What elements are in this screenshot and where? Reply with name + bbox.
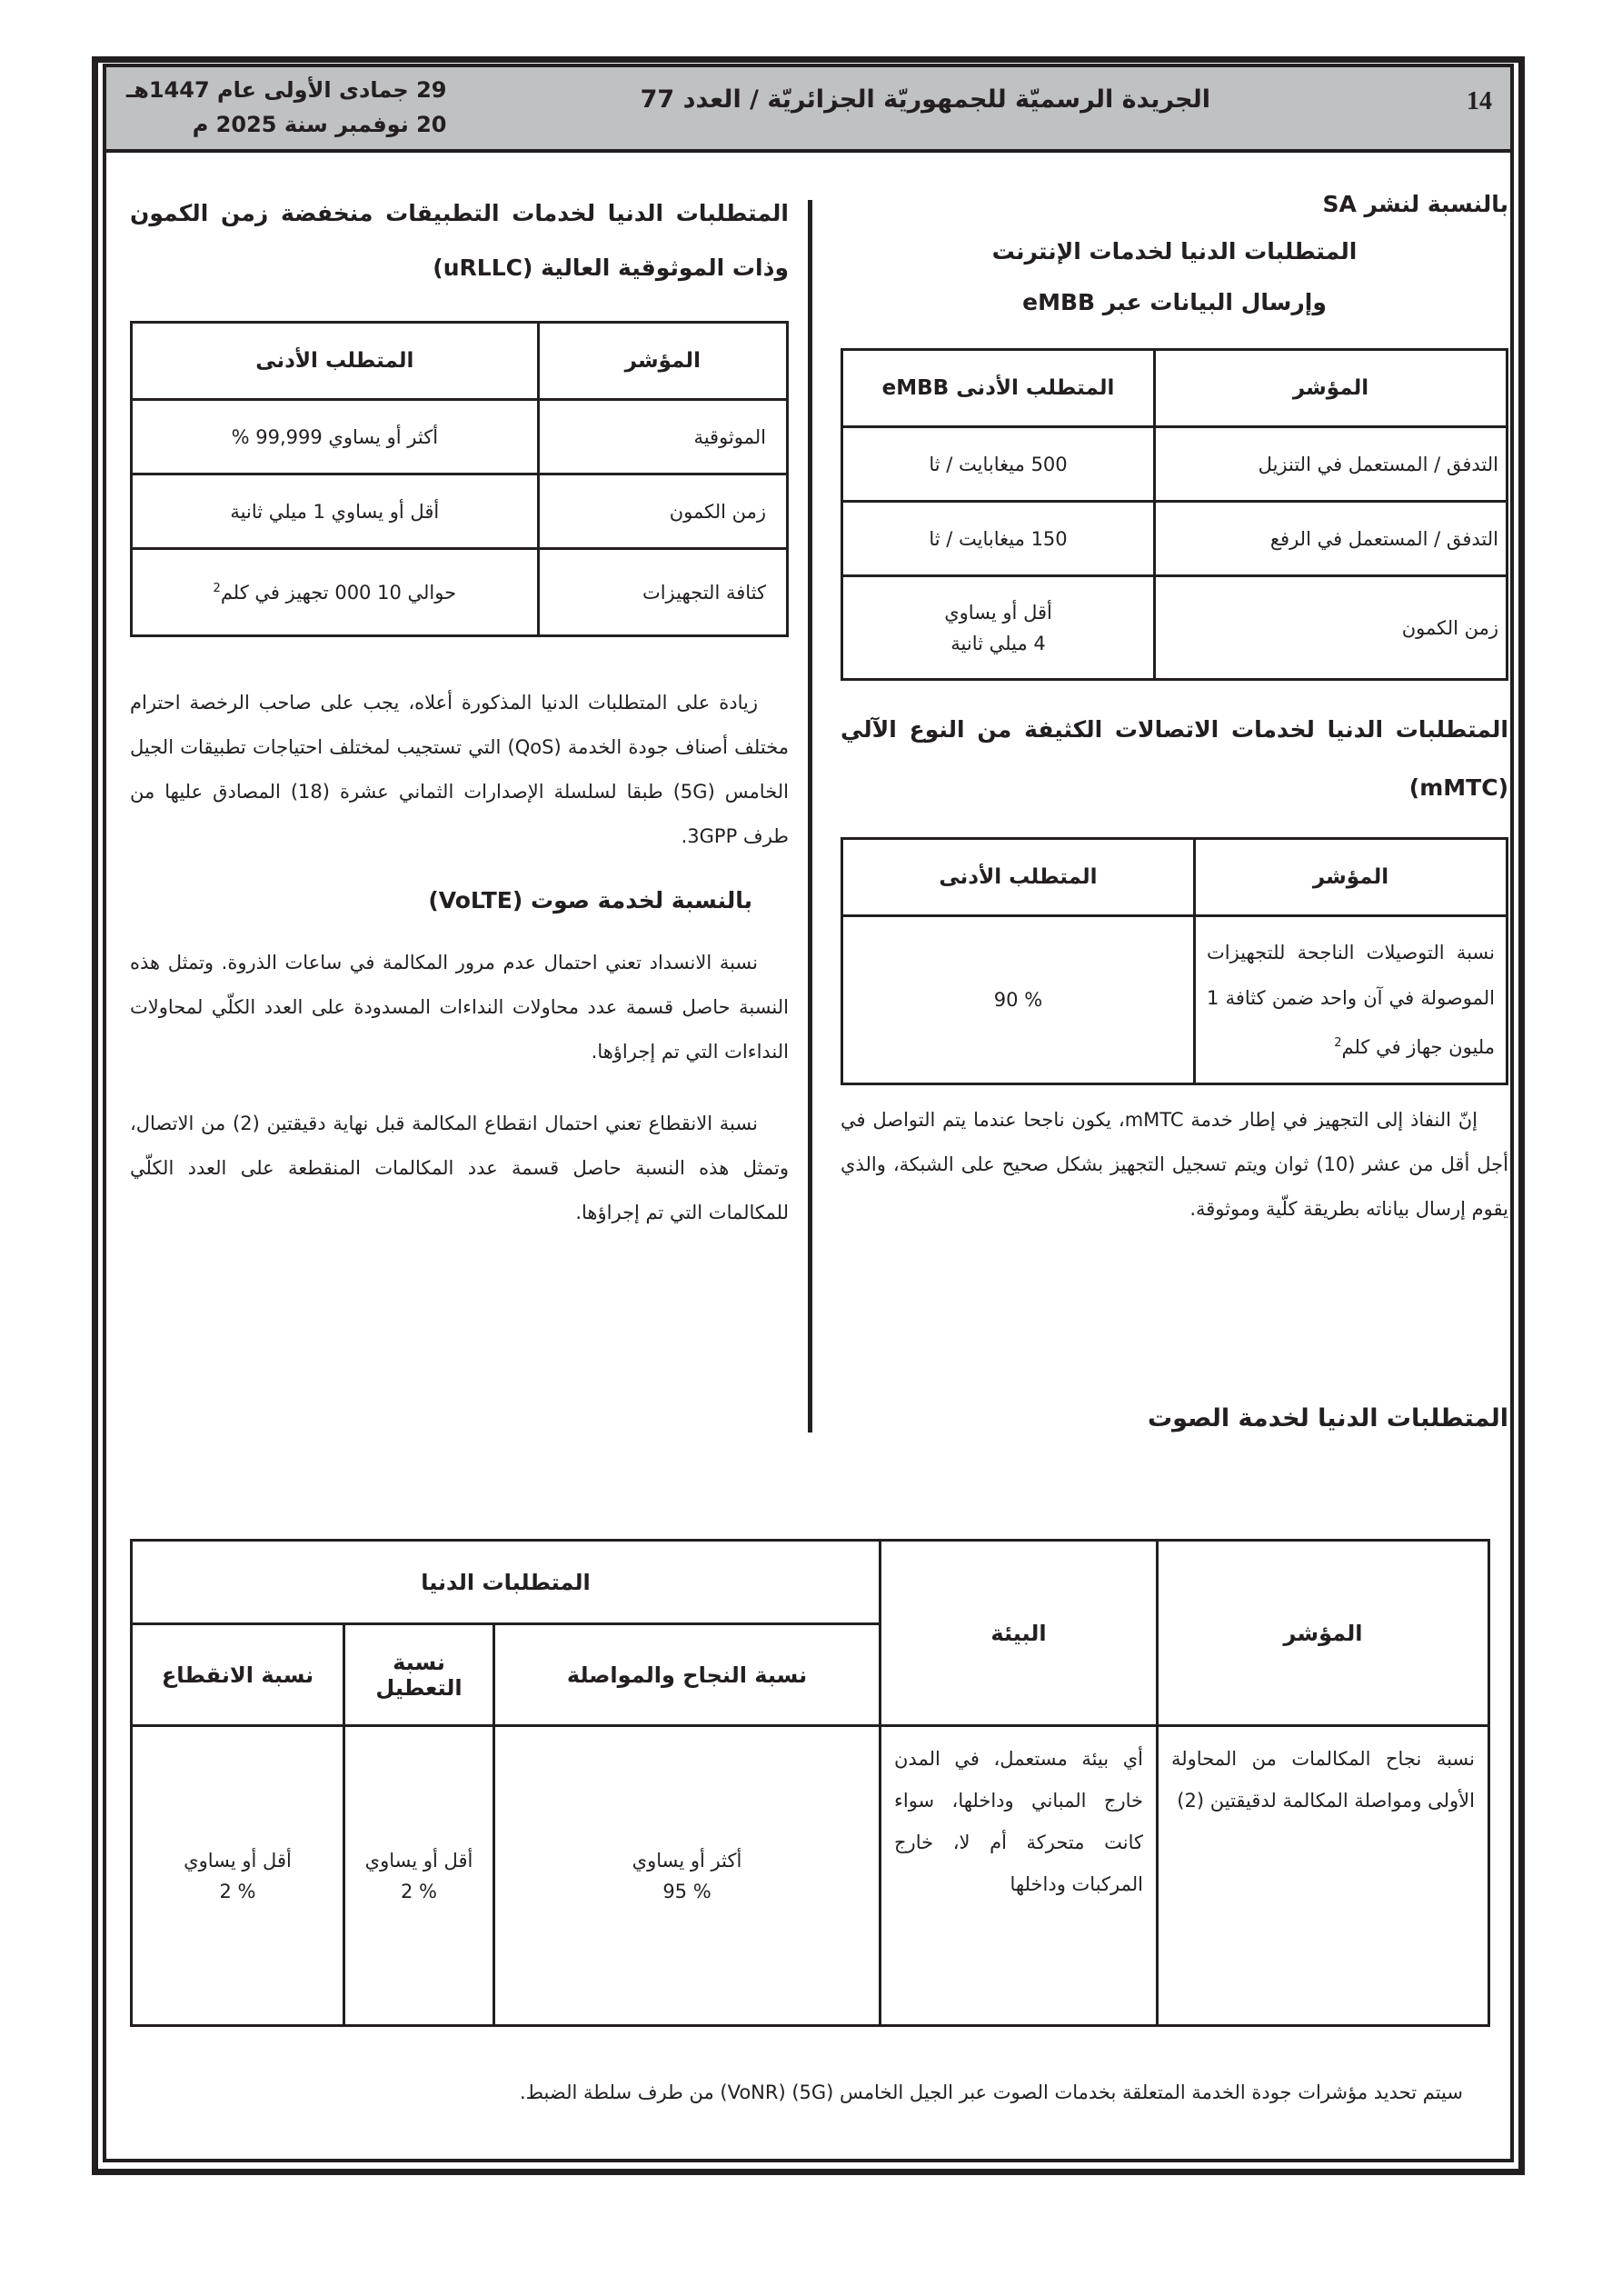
voice-header-environment: البيئة: [881, 1541, 1158, 1726]
latency-line1: أقل أو يساوي: [944, 601, 1052, 624]
drop-paragraph: نسبة الانقطاع تعني احتمال انقطاع المكالمة قبل نهاية دقيقتين (2) من الاتصال، وتمثل هذه النسبة حاصل قسمة عدد المكالمات المنقطعة على العدد الكلّي للمكالمات التي تم إجراؤها.: [130, 1113, 789, 1223]
urllc-cell-value: أكثر أو يساوي 99,999 %: [132, 400, 539, 474]
embb-header-requirement: المتطلب الأدنى eMBB: [842, 350, 1155, 427]
table-row: [842, 502, 1508, 576]
table-row: [842, 916, 1508, 1084]
embb-cell-indicator: التدفق / المستعمل في الرفع: [1155, 502, 1508, 576]
urllc-cell-value: [132, 549, 539, 636]
mmtc-header-indicator: المؤشر: [1194, 839, 1507, 916]
mmtc-cell-value: % 90: [842, 916, 1195, 1084]
urllc-cell-indicator: كثافة التجهيزات: [538, 549, 787, 636]
density-text: حوالي 10 000 تجهيز في كلم: [220, 581, 457, 604]
voice-header-indicator: المؤشر: [1158, 1541, 1489, 1726]
embb-cell-indicator: زمن الكمون: [1155, 576, 1508, 680]
mmtc-table: [841, 837, 1508, 1085]
embb-header-indicator: المؤشر: [1155, 350, 1508, 427]
voice-header-min-requirements: المتطلبات الدنيا: [132, 1541, 881, 1624]
drop-label: أقل أو يساوي: [184, 1849, 292, 1872]
embb-cell-value: 150 ميغابايت / ثا: [842, 502, 1155, 576]
success-value: % 95: [662, 1880, 711, 1902]
superscript-2: 2: [213, 581, 221, 595]
voice-subheader-drop: نسبة الانقطاع: [132, 1624, 344, 1726]
blocking-paragraph: نسبة الانسداد تعني احتمال عدم مرور المكالمة في ساعات الذروة. وتمثل هذه النسبة حاصل قسمة عدد محاولات النداءات المسدودة على العدد الكلّي لمحاولات النداءات التي تم إجراؤها.: [130, 952, 789, 1063]
voice-title: المتطلبات الدنيا لخدمة الصوت: [1148, 1404, 1508, 1433]
latency-line2: 4 ميلي ثانية: [950, 632, 1046, 654]
mmtc-paragraph: إنّ النفاذ إلى التجهيز في إطار خدمة mMTC، يكون ناجحا عندما يتم التواصل في أجل أقل من عشر (10) ثوان ويتم تسجيل التجهيز بشكل صحيح على الشبكة، والذي يقوم إرسال بياناته بطريقة كلّية وموثوقة.: [841, 1109, 1508, 1220]
embb-title-line1: المتطلبات الدنيا لخدمات الإنترنت: [991, 238, 1358, 265]
voice-cell-success: [494, 1726, 881, 2026]
embb-cell-indicator: التدفق / المستعمل في التنزيل: [1155, 427, 1508, 502]
vonr-footer-note: سيتم تحديد مؤشرات جودة الخدمة المتعلقة بخدمات الصوت عبر الجيل الخامس (5G) (VoNR) من طرف سلطة الضبط.: [519, 2081, 1463, 2103]
sa-heading: بالنسبة لنشر SA: [1322, 191, 1508, 217]
gazette-title: الجريدة الرسميّة للجمهوريّة الجزائريّة / العدد 77: [640, 85, 1210, 114]
volte-heading: بالنسبة لخدمة صوت (VoLTE): [428, 887, 752, 913]
table-row: [132, 474, 788, 549]
mmtc-header-requirement: المتطلب الأدنى: [842, 839, 1195, 916]
table-row: [132, 1726, 1489, 2026]
qos-paragraph: زيادة على المتطلبات الدنيا المذكورة أعلاه، يجب على صاحب الرخصة احترام مختلف أصناف جودة الخدمة (QoS) التي تستجيب لمختلف احتياجات تطبيقات الجيل الخامس (5G) طبقا لسلسلة الإصدارات الثماني عشرة (18) المصادق عليها من طرف 3GPP.: [130, 692, 789, 847]
issue-date: [126, 73, 446, 142]
urllc-table: [130, 321, 789, 637]
urllc-cell-indicator: الموثوقية: [538, 400, 787, 474]
right-column: [841, 186, 1508, 1232]
urllc-title: المتطلبات الدنيا لخدمات التطبيقات منخفضة زمن الكمون وذات الموثوقية العالية (uRLLC): [130, 200, 789, 281]
blocking-label: أقل أو يساوي: [364, 1849, 473, 1872]
table-row: [842, 427, 1508, 502]
urllc-header-indicator: المؤشر: [538, 323, 787, 400]
page-number: 14: [1467, 87, 1492, 115]
embb-cell-value: [842, 576, 1155, 680]
table-row: [132, 549, 788, 636]
voice-cell-environment: أي بيئة مستعمل، في المدن خارج المباني وداخلها، سواء كانت متحركة أم لا، خارج المركبات وداخلها: [881, 1726, 1158, 2026]
table-row: [132, 400, 788, 474]
drop-value: % 2: [219, 1880, 256, 1902]
mmtc-cell-indicator: [1194, 916, 1507, 1084]
embb-table: [841, 348, 1508, 681]
voice-cell-blocking: [344, 1726, 494, 2026]
urllc-cell-value: أقل أو يساوي 1 ميلي ثانية: [132, 474, 539, 549]
superscript-2: 2: [1334, 1036, 1342, 1050]
voice-subheader-blocking: نسبة التعطيل: [344, 1624, 494, 1726]
success-label: أكثر أو يساوي: [632, 1849, 742, 1872]
embb-cell-value: 500 ميغابايت / ثا: [842, 427, 1155, 502]
mmtc-title: المتطلبات الدنيا لخدمات الاتصالات الكثيفة من النوع الآلي (mMTC): [841, 716, 1508, 801]
page-header: [106, 67, 1510, 153]
voice-subheader-success: نسبة النجاح والمواصلة: [494, 1624, 881, 1726]
urllc-header-requirement: المتطلب الأدنى: [132, 323, 539, 400]
voice-cell-indicator: نسبة نجاح المكالمات من المحاولة الأولى ومواصلة المكالمة لدقيقتين (2): [1158, 1726, 1489, 2026]
table-row: [842, 576, 1508, 680]
column-divider: [808, 200, 812, 1433]
blocking-value: % 2: [400, 1880, 437, 1902]
mmtc-indicator-text: نسبة التوصيلات الناجحة للتجهيزات الموصولة في آن واحد ضمن كثافة 1 مليون جهاز في كلم: [1206, 942, 1495, 1058]
voice-cell-drop: [132, 1726, 344, 2026]
urllc-cell-indicator: زمن الكمون: [538, 474, 787, 549]
date-gregorian: 20 نوفمبر سنة 2025 م: [192, 112, 447, 137]
date-hijri: 29 جمادى الأولى عام 1447هـ: [126, 77, 447, 103]
left-column: [130, 186, 789, 1235]
embb-title-line2: وإرسال البيانات عبر eMBB: [1022, 289, 1327, 315]
voice-table: [130, 1539, 1490, 2027]
